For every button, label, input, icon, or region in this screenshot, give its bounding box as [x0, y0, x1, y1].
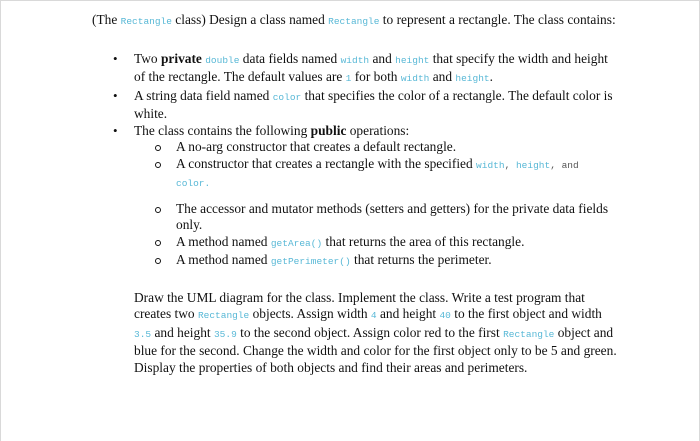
list-item-operations [113, 122, 622, 271]
code-value-40: 40 [439, 310, 451, 321]
op-accessors-mutators [176, 201, 622, 234]
op-noarg-constructor [176, 139, 622, 156]
circle-bullet-icon [155, 162, 161, 168]
code-comma: , [504, 159, 516, 171]
code-period: . [204, 178, 211, 189]
bullet-icon: • [113, 87, 118, 103]
op-text: The accessor and mutator methods (setters and getters) for the private data fields only. [176, 200, 609, 232]
bullet-icon: • [113, 50, 118, 66]
code-height: height [395, 54, 430, 66]
item-text: The class contains the following [134, 122, 311, 138]
code-rectangle: Rectangle [120, 16, 172, 27]
op-text: A method named [176, 233, 271, 249]
exercise-text [92, 12, 622, 376]
code-default-value: 1 [345, 73, 352, 84]
code-getarea: getArea() [270, 237, 323, 249]
code-getperimeter: getPerimeter() [270, 256, 351, 267]
code-width: width [476, 159, 505, 171]
code-rectangle: Rectangle [197, 310, 250, 321]
para-text: Draw the UML diagram for the class. Implement the class. Write a test program that creates two [134, 289, 585, 321]
para-text: to the second object. Assign color red to the first [236, 324, 504, 340]
code-value-4: 4 [370, 310, 377, 321]
bullet-icon: • [113, 122, 118, 138]
code-double: double [205, 54, 240, 66]
item-text: operations: [346, 122, 410, 138]
list-item-data-fields [113, 50, 622, 88]
item-text: A string data field named [134, 87, 273, 103]
list-item-color-field [113, 87, 622, 123]
circle-bullet-icon [155, 240, 161, 246]
code-rectangle: Rectangle [328, 16, 380, 27]
op-text: A method named [176, 252, 271, 267]
circle-bullet-icon [155, 145, 161, 151]
circle-bullet-icon [155, 258, 161, 264]
intro-text: class) Design a class named [171, 12, 329, 27]
op-constructor [176, 156, 622, 193]
op-text: A constructor that creates a rectangle with the specified [176, 155, 477, 171]
op-get-area [176, 234, 622, 253]
code-value-3-5: 3.5 [134, 328, 152, 340]
op-text: that returns the perimeter. [350, 252, 492, 267]
intro-text: to represent a rectangle. The class contains: [379, 12, 616, 27]
code-height: height [515, 159, 551, 171]
circle-bullet-icon [155, 207, 161, 213]
requirements-list [92, 51, 622, 271]
item-text: and [429, 69, 456, 84]
item-text: Two [134, 50, 161, 66]
para-text: and height [151, 324, 214, 340]
code-rectangle: Rectangle [503, 328, 555, 340]
item-text: for both [351, 69, 401, 84]
item-text: and [369, 50, 396, 66]
code-value-35-9: 35.9 [213, 328, 237, 340]
code-width: width [340, 54, 370, 66]
code-height: height [455, 73, 490, 84]
intro-paragraph [92, 12, 622, 31]
para-text: to the first object and width [450, 306, 602, 321]
para-text: object and blue for the second. Change the width and color for the first object only to be 5 and green. Display the properties of both objects and find their areas and perimeters. [134, 324, 617, 375]
op-text: that returns the area of this rectangle. [322, 233, 525, 249]
code-color: color [176, 178, 205, 189]
item-text: data fields named [239, 50, 341, 66]
instructions-paragraph [134, 290, 622, 377]
op-get-perimeter [176, 252, 622, 271]
para-text: objects. Assign width [249, 306, 371, 321]
code-width: width [400, 73, 430, 84]
code-color: color [272, 91, 302, 103]
intro-text: (The [92, 12, 121, 27]
para-text: and height [376, 306, 440, 321]
item-text: that specifies the color of a rectangle. The default color is white. [134, 87, 613, 121]
op-text: A no-arg constructor that creates a default rectangle. [176, 139, 457, 154]
code-and: , and [550, 159, 579, 171]
keyword-private: private [160, 50, 202, 66]
item-text: that specify the width and height of the rectangle. The default values are [134, 50, 608, 84]
keyword-public: public [310, 122, 347, 138]
operations-list [134, 139, 622, 271]
item-text: . [489, 69, 493, 84]
